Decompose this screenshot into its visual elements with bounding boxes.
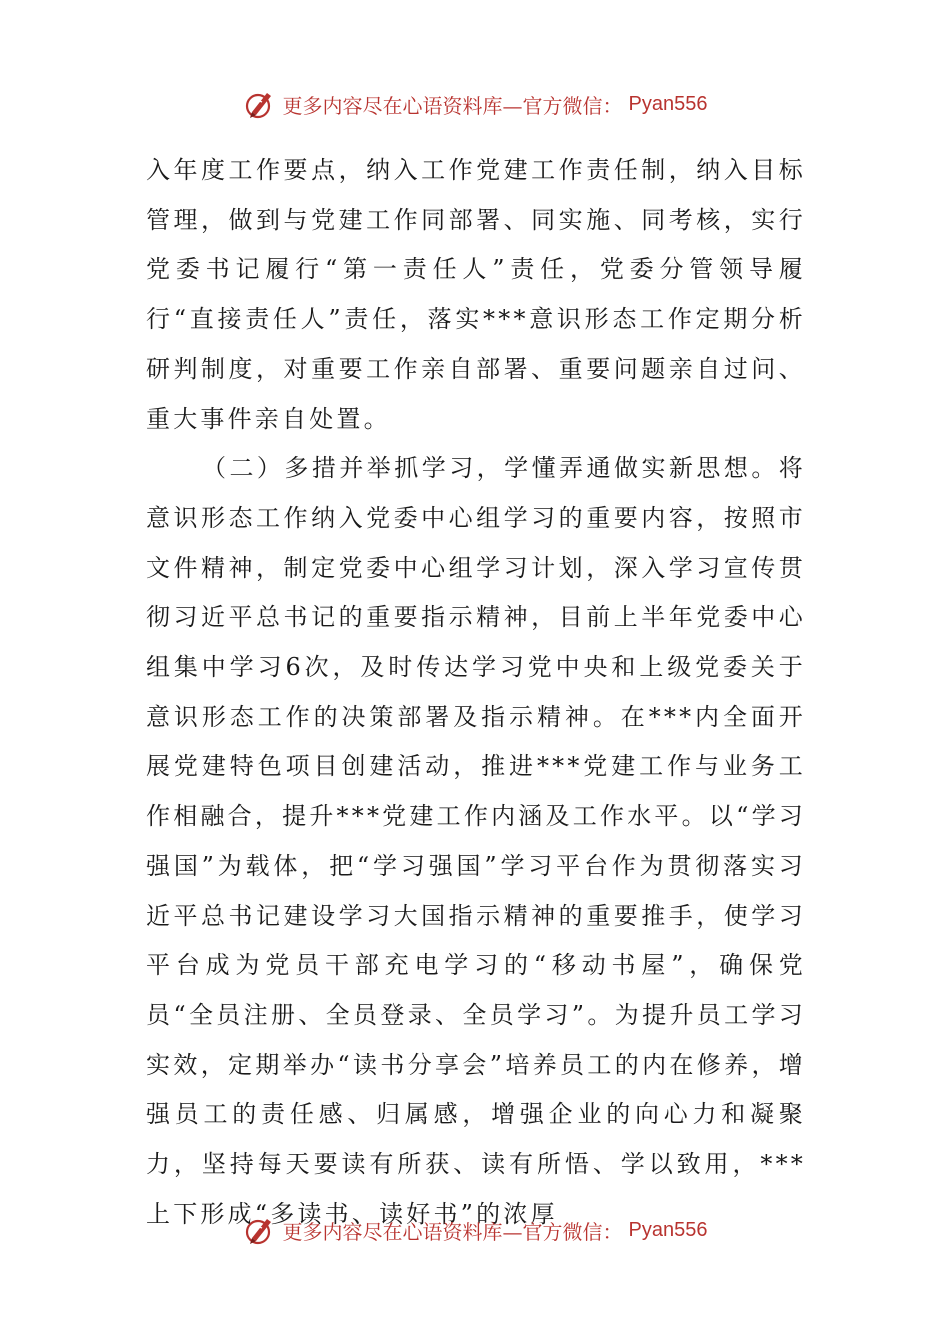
header-wechat-id: Pyan556 bbox=[628, 92, 708, 115]
footer-banner-text: 更多内容尽在心语资料库—官方微信： bbox=[282, 1219, 623, 1244]
paragraph-1: 入年度工作要点，纳入工作党建工作责任制，纳入目标管理，做到与党建工作同部署、同实施、同考核，实行党委书记履行“第一责任人”责任，党委分管领导履行“直接责任人”责任，落实***意识形态工作定期分析研判制度，对重要工作亲自部署、重要问题亲自过问、重大事件亲自处置。 bbox=[146, 156, 806, 433]
paragraph-2: （二）多措并举抓学习，学懂弄通做实新思想。将意识形态工作纳入党委中心组学习的重要内容，按照市文件精神，制定党委中心组学习计划，深入学习宣传贯彻习近平总书记的重要指示精神，目前上半年党委中心组集中学习6次，及时传达学习党中央和上级党委关于意识形态工作的决策部署及指示精神。在***内全面开展党建特色项目创建活动，推进***党建工作与业务工作相融合，提升***党建工作内涵及工作水平。以“学习强国”为载体，把“学习强国”学习平台作为贯彻落实习近平总书记建设学习大国指示精神的重要推手，使学习平台成为党员干部充电学习的“移动书屋”，确保党员“全员注册、全员登录、全员学习”。为提升员工学习实效，定期举办“读书分享会”培养员工的内在修养，增强员工的责任感、归属感，增强企业的向心力和凝聚力，坚持每天要读有所获、读有所悟、学以致用，***上下形成“多读书、读好书”的浓厚 bbox=[146, 454, 806, 1228]
footer-watermark-banner bbox=[0, 1210, 950, 1250]
header-banner-text: 更多内容尽在心语资料库—官方微信： bbox=[282, 93, 623, 118]
header-watermark-banner bbox=[0, 84, 950, 124]
footer-wechat-id: Pyan556 bbox=[628, 1218, 708, 1241]
pen-logo-icon bbox=[243, 87, 277, 121]
pen-logo-icon bbox=[243, 1213, 277, 1247]
document-body bbox=[146, 146, 806, 1239]
